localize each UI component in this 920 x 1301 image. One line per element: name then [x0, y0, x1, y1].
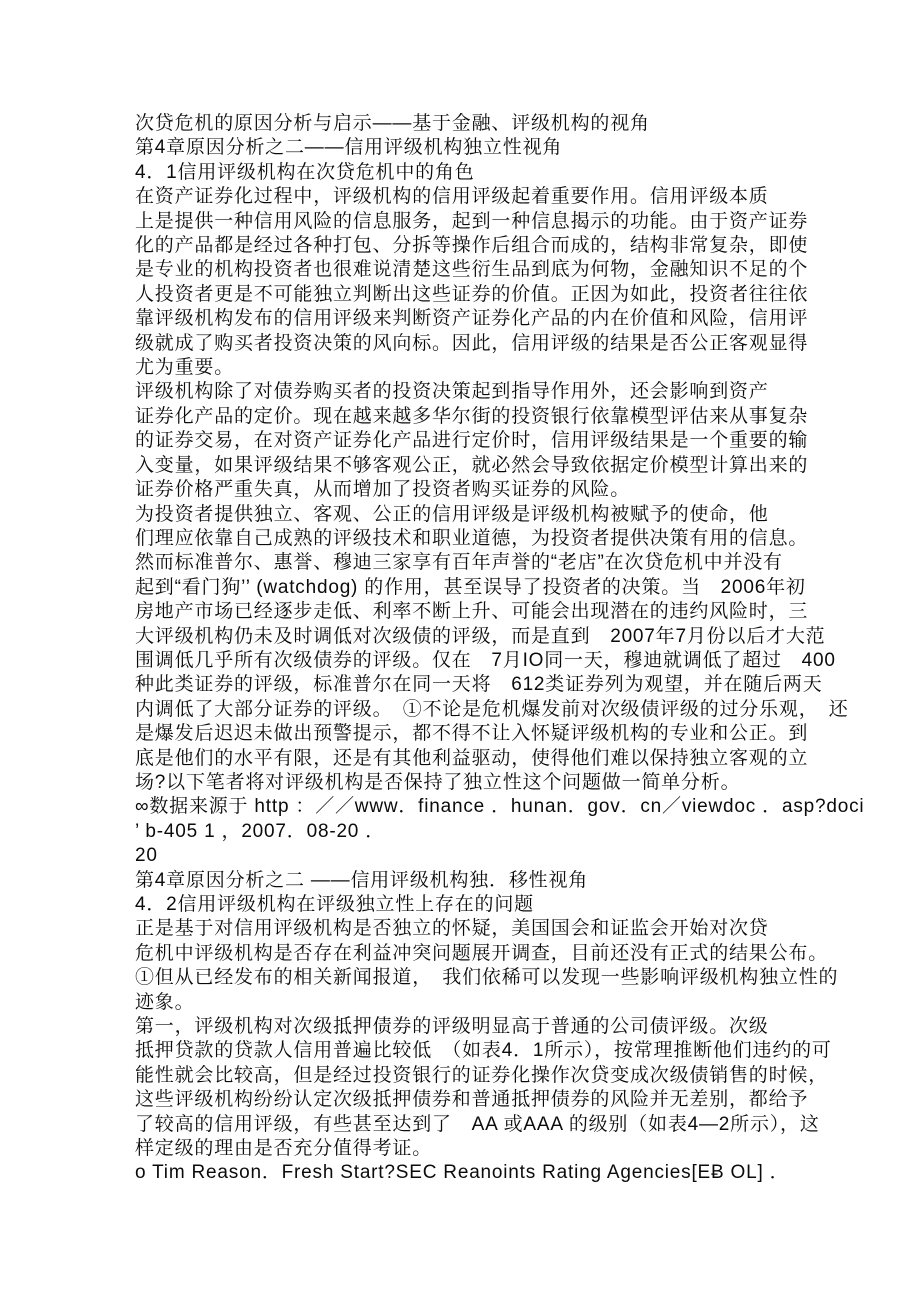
text-line: 为投资者提供独立、客观、公正的信用评级是评级机构被赋予的使命，他 — [135, 503, 769, 525]
text-line: 围调低几乎所有次级债券的评级。仅在 7月IO同一天，穆迪就调低了超过 400 — [135, 649, 836, 671]
text-line: 迹象。 — [135, 991, 195, 1013]
text-line: 能性就会比较高，但是经过投资银行的证券化操作次贷变成次级债销售的时候， — [135, 1064, 829, 1086]
text-line: 是爆发后迟迟未做出预警提示，都不得不让入怀疑评级机构的专业和公正。到 — [135, 723, 809, 745]
text-line: ∞数据来源于 http ：／／www．finance ．hunan．gov．cn／viewdoc ．asp?doci — [135, 796, 865, 818]
text-line: 级就成了购买者投资决策的风向标。因此，信用评级的结果是否公正客观显得 — [135, 332, 809, 354]
text-line: 上是提供一种信用风险的信息服务，起到一种信息揭示的功能。由于资产证券 — [135, 210, 809, 232]
text-line: ①但从已经发布的相关新闻报道， 我们依稀可以发现一些影响评级机构独立性的 — [135, 967, 839, 989]
text-line: 场?以下笔者将对评级机构是否保持了独立性这个问题做一简单分析。 — [135, 771, 741, 793]
text-line: 4．1信用评级机构在次贷危机中的角色 — [135, 161, 475, 183]
text-line: 正是基于对信用评级机构是否独立的怀疑，美国国会和证监会开始对次贷 — [135, 918, 769, 940]
text-line: 证券价格严重失真，从而增加了投资者购买证券的风险。 — [135, 479, 631, 501]
text-line: o Tim Reason．Fresh Start?SEC Reanoints Rating Agencies[EɃ OL] ． — [135, 1162, 790, 1184]
text-line: 内调低了大部分证券的评级。 ①不论是危机爆发前对次级债评级的过分乐观， 还 — [135, 698, 849, 720]
text-line: 化的产品都是经过各种打包、分拆等操作后组合而成的，结构非常复杂，即使 — [135, 235, 809, 257]
text-line: 次贷危机的原因分析与启示——基于金融、评级机构的视角 — [135, 113, 650, 134]
text-line: 第一，评级机构对次级抵押债券的评级明显高于普通的公司债评级。次级 — [135, 1016, 769, 1038]
text-line: 种此类证券的评级，标准普尔在同一天将 612类证券列为观望，并在随后两天 — [135, 674, 823, 696]
text-line: 4．2信用评级机构在评级独立性上存在的问题 — [135, 894, 534, 915]
text-line: 靠评级机构发布的信用评级来判断资产证券化产品的内在价值和风险，信用评 — [135, 308, 809, 330]
text-line: 20 — [135, 845, 158, 867]
text-line: 然而标准普尔、惠誉、穆迪三家享有百年声誉的“老店”在次贷危机中并没有 — [135, 552, 783, 574]
text-line: 危机中评级机构是否存在利益冲突问题展开调查，目前还没有正式的结果公布。 — [135, 942, 829, 964]
text-line: 样定级的理由是否充分值得考证。 — [135, 1138, 433, 1160]
document-body — [135, 112, 865, 1186]
text-line: 了较高的信用评级，有些甚至达到了 AA 或AAA 的级别（如表4—2所示），这 — [135, 1113, 820, 1135]
text-line: 评级机构除了对债券购买者的投资决策起到指导作用外，还会影响到资产 — [135, 381, 769, 403]
text-line: 房地产市场已经逐步走低、利率不断上升、可能会出现潜在的违约风险时，三 — [135, 601, 809, 623]
text-line: 起到“看门狗’’ (watchdog) 的作用，甚至误导了投资者的决策。当 2006年初 — [135, 576, 806, 598]
text-line: 抵押贷款的贷款人信用普遍比较低 （如表4．1所示），按常理推断他们违约的可 — [135, 1040, 832, 1062]
text-line: 第4章原因分析之二 ——信用评级机构独．移性视角 — [135, 869, 589, 891]
text-line: 这些评级机构纷纷认定次级抵押债券和普通抵押债券的风险并无差别，都给予 — [135, 1089, 809, 1111]
text-line: 们理应依靠自己成熟的评级技术和职业道德，为投资者提供决策有用的信息。 — [135, 527, 809, 549]
text-line: 是专业的机构投资者也很难说清楚这些衍生品到底为何物，金融知识不足的个 — [135, 259, 809, 281]
text-line: 的证券交易，在对资产证券化产品进行定价时，信用评级结果是一个重要的输 — [135, 430, 809, 452]
text-line: ’ b-405 1 ，2007．08-20 ． — [135, 820, 386, 842]
text-line: 在资产证券化过程中，评级机构的信用评级起着重要作用。信用评级本质 — [135, 186, 769, 208]
text-line: 入变量，如果评级结果不够客观公正，就必然会导致依据定价模型计算出来的 — [135, 454, 809, 476]
text-line: 人投资者更是不可能独立判断出这些证券的价值。正因为如此，投资者往往依 — [135, 283, 809, 305]
text-line: 尤为重要。 — [135, 357, 235, 379]
text-line: 第4章原因分析之二——信用评级机构独立性视角 — [135, 137, 563, 159]
text-line: 证券化产品的定价。现在越来越多华尔街的投资银行依靠模型评估来从事复杂 — [135, 405, 809, 427]
text-line: 底是他们的水平有限，还是有其他利益驱动，使得他们难以保持独立客观的立 — [135, 747, 809, 769]
text-line: 大评级机构仍未及时调低对次级债的评级，而是直到 2007年7月份以后才大范 — [135, 625, 826, 647]
